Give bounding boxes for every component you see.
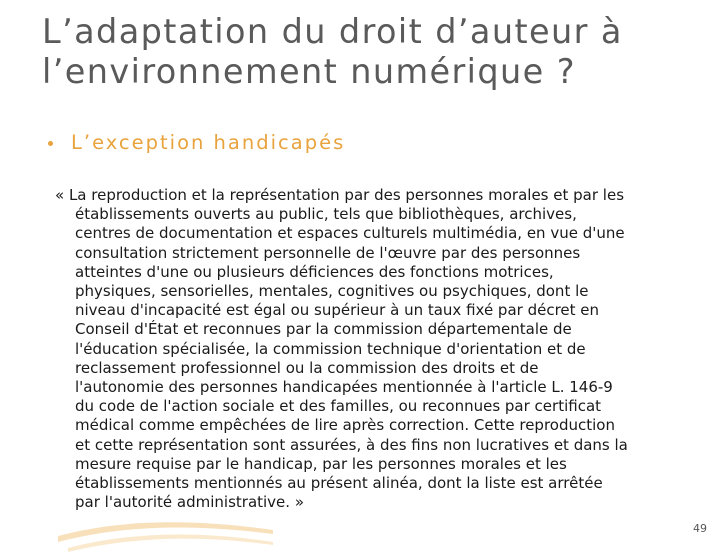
quote-line: par l'autorité administrative. »	[75, 493, 304, 512]
quote-line: physiques, sensorielles, mentales, cognitives ou psychiques, dont le	[75, 282, 589, 301]
bullet-text: L’exception handicapés	[71, 130, 346, 154]
quote-line: l'éducation spécialisée, la commission technique d'orientation et de	[75, 339, 586, 358]
bullet-item	[48, 129, 345, 155]
quote-line: atteintes d'une ou plusieurs déficiences des fonctions motrices,	[75, 262, 554, 281]
quote-line: et cette représentation sont assurées, à des fins non lucratives et dans la	[75, 435, 628, 454]
quote-line: consultation strictement personnelle de l'œuvre par des personnes	[75, 243, 581, 262]
quote-line: l'autonomie des personnes handicapées mentionnée à l'article L. 146-9	[75, 378, 613, 397]
page-number: 49	[693, 522, 707, 535]
quote-paragraph	[55, 186, 700, 512]
quote-line: médical comme empêchées de lire après correction. Cette reproduction	[75, 416, 615, 435]
quote-line: « La reproduction et la représentation par des personnes morales et par les	[55, 186, 625, 204]
quote-line: établissements mentionnés au présent alinéa, dont la liste est arrêtée	[75, 474, 603, 493]
quote-line: du code de l'action sociale et des familles, ou reconnues par certificat	[75, 397, 602, 416]
quote-line: mesure requise par le handicap, par les personnes morales et les	[75, 454, 567, 473]
quote-line: reclassement professionnel ou la commission des droits et de	[75, 358, 539, 377]
quote-line: niveau d'incapacité est égal ou supérieur à un taux fixé par décret en	[75, 301, 600, 320]
slide-title-line: L’adaptation du droit d’auteur à	[42, 12, 623, 51]
swoosh-curve	[68, 534, 273, 552]
bullet-dot-icon	[48, 141, 53, 146]
quote-line: Conseil d'État et reconnues par la commission départementale de	[75, 320, 572, 339]
quote-line: établissements ouverts au public, tels que bibliothèques, archives,	[75, 205, 577, 224]
decorative-swoosh	[58, 490, 273, 552]
quote-line: centres de documentation et espaces culturels multimédia, en vue d'une	[75, 224, 625, 243]
slide-title	[42, 12, 712, 92]
slide-title-line: l’environnement numérique ?	[42, 52, 576, 91]
